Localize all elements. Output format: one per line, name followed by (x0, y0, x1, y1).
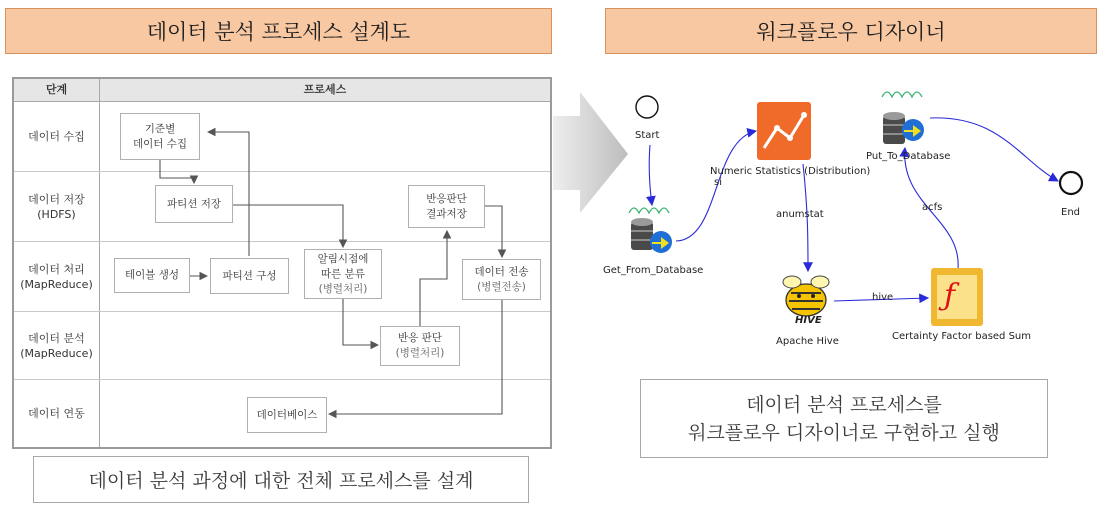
put-database-label: Put_To_Database (866, 151, 951, 162)
cf-glyph-icon: ƒ (944, 278, 956, 313)
edge-label-anumstat: anumstat (776, 209, 824, 220)
box-text: 파티션 구성 (222, 269, 277, 282)
put-database-icon (882, 92, 924, 144)
stage-label: 데이터 분석 (28, 332, 85, 345)
box-text: 반응판단 (426, 192, 467, 205)
stage-sublabel: (MapReduce) (20, 278, 93, 291)
stage-label: 데이터 연동 (28, 407, 85, 420)
edge-label-hive: hive (872, 292, 894, 303)
box-text: (병렬처리) (318, 282, 368, 295)
start-label: Start (635, 130, 660, 141)
box-text: 데이터베이스 (256, 408, 318, 421)
right-caption-line1: 데이터 분석 프로세스를 (746, 393, 942, 416)
edge-label-acfs: acfs (922, 202, 943, 213)
right-caption-line2: 워크플로우 디자이너로 구현하고 실행 (688, 421, 1000, 444)
box-text: 반응 판단 (398, 332, 442, 344)
right-caption (640, 379, 1048, 458)
edge-put-to-end (930, 118, 1058, 181)
apache-hive-label: Apache Hive (776, 336, 839, 347)
stage-label: 데이터 처리 (28, 263, 85, 276)
left-caption-text: 데이터 분석 과정에 대한 전체 프로세스를 설계 (88, 470, 474, 492)
box-text: (병렬전송) (477, 280, 526, 293)
col-process-header: 프로세스 (303, 83, 347, 96)
edge-start-to-get (649, 145, 652, 205)
box-text: 기준별 (144, 122, 176, 135)
certainty-factor-icon (931, 268, 983, 326)
end-node-icon (1060, 172, 1082, 194)
box-text: 데이터 전송 (474, 265, 529, 278)
left-title-text: 데이터 분석 프로세스 설계도 (146, 20, 411, 44)
stage-sublabel: (MapReduce) (20, 347, 93, 360)
box-text: 데이터 수집 (132, 137, 188, 150)
certainty-factor-label: Certainty Factor based Sum (892, 331, 1032, 342)
stage-label: 데이터 저장 (28, 193, 85, 206)
box-text: 따른 분류 (321, 267, 365, 280)
get-database-label: Get_From_Database (603, 265, 704, 276)
stage-label: 데이터 수집 (28, 130, 85, 143)
col-stage-header: 단계 (45, 83, 68, 96)
box-text: 테이블 생성 (124, 269, 180, 281)
numeric-statistics-label: Numeric Statistics (Distribution) (710, 166, 871, 177)
apache-hive-icon (783, 276, 829, 316)
box-text: 알림시점에 (317, 252, 369, 265)
box-text: 결과저장 (426, 207, 467, 220)
box-text: (병렬처리) (395, 347, 445, 359)
right-title-text: 워크플로우 디자이너 (756, 20, 946, 44)
numeric-statistics-label-tail: si (714, 177, 722, 188)
start-node-icon (636, 96, 658, 118)
end-label: End (1061, 207, 1081, 218)
stage-sublabel: (HDFS) (37, 208, 76, 221)
box-text: 파티션 저장 (166, 197, 222, 210)
hive-logo-text: HIVE (795, 315, 822, 326)
get-database-icon (629, 208, 672, 253)
numeric-statistics-icon (757, 102, 811, 160)
